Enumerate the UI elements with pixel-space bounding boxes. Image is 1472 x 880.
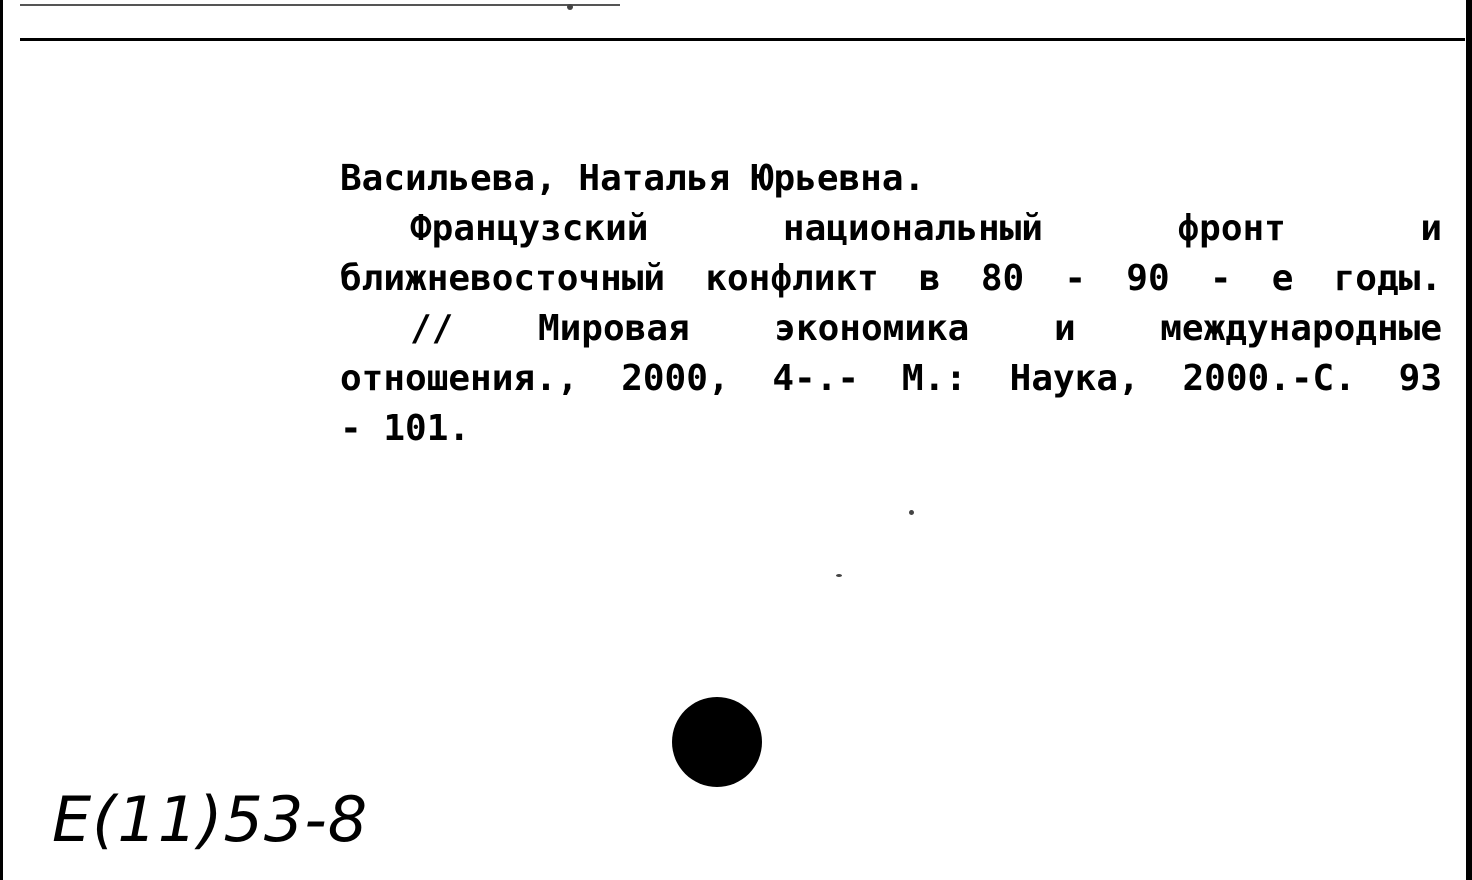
speck-dot [836,574,842,577]
source-line-2: отношения., 2000, 4-.- М.: Наука, 2000.-С. 93 [340,358,1442,399]
title-line-1: Французский национальный фронт и [410,208,1442,249]
card-right-edge [1466,0,1472,880]
bibliographic-record [340,154,1442,454]
source-line-1: // Мировая экономика и международные [410,308,1442,349]
speck-dot [909,510,914,515]
card-left-edge [0,0,3,880]
punch-hole [672,697,762,787]
card-top-strip [20,4,620,6]
title-line-2: ближневосточный конфликт в 80 - 90 - е годы. [340,258,1442,299]
author-heading: Васильева, Наталья Юрьевна. [340,158,926,199]
speck-dot [567,4,573,10]
card-top-rule [20,38,1465,41]
shelf-mark: E(11)53-8 [52,783,369,856]
source-line-3: - 101. [340,408,471,449]
